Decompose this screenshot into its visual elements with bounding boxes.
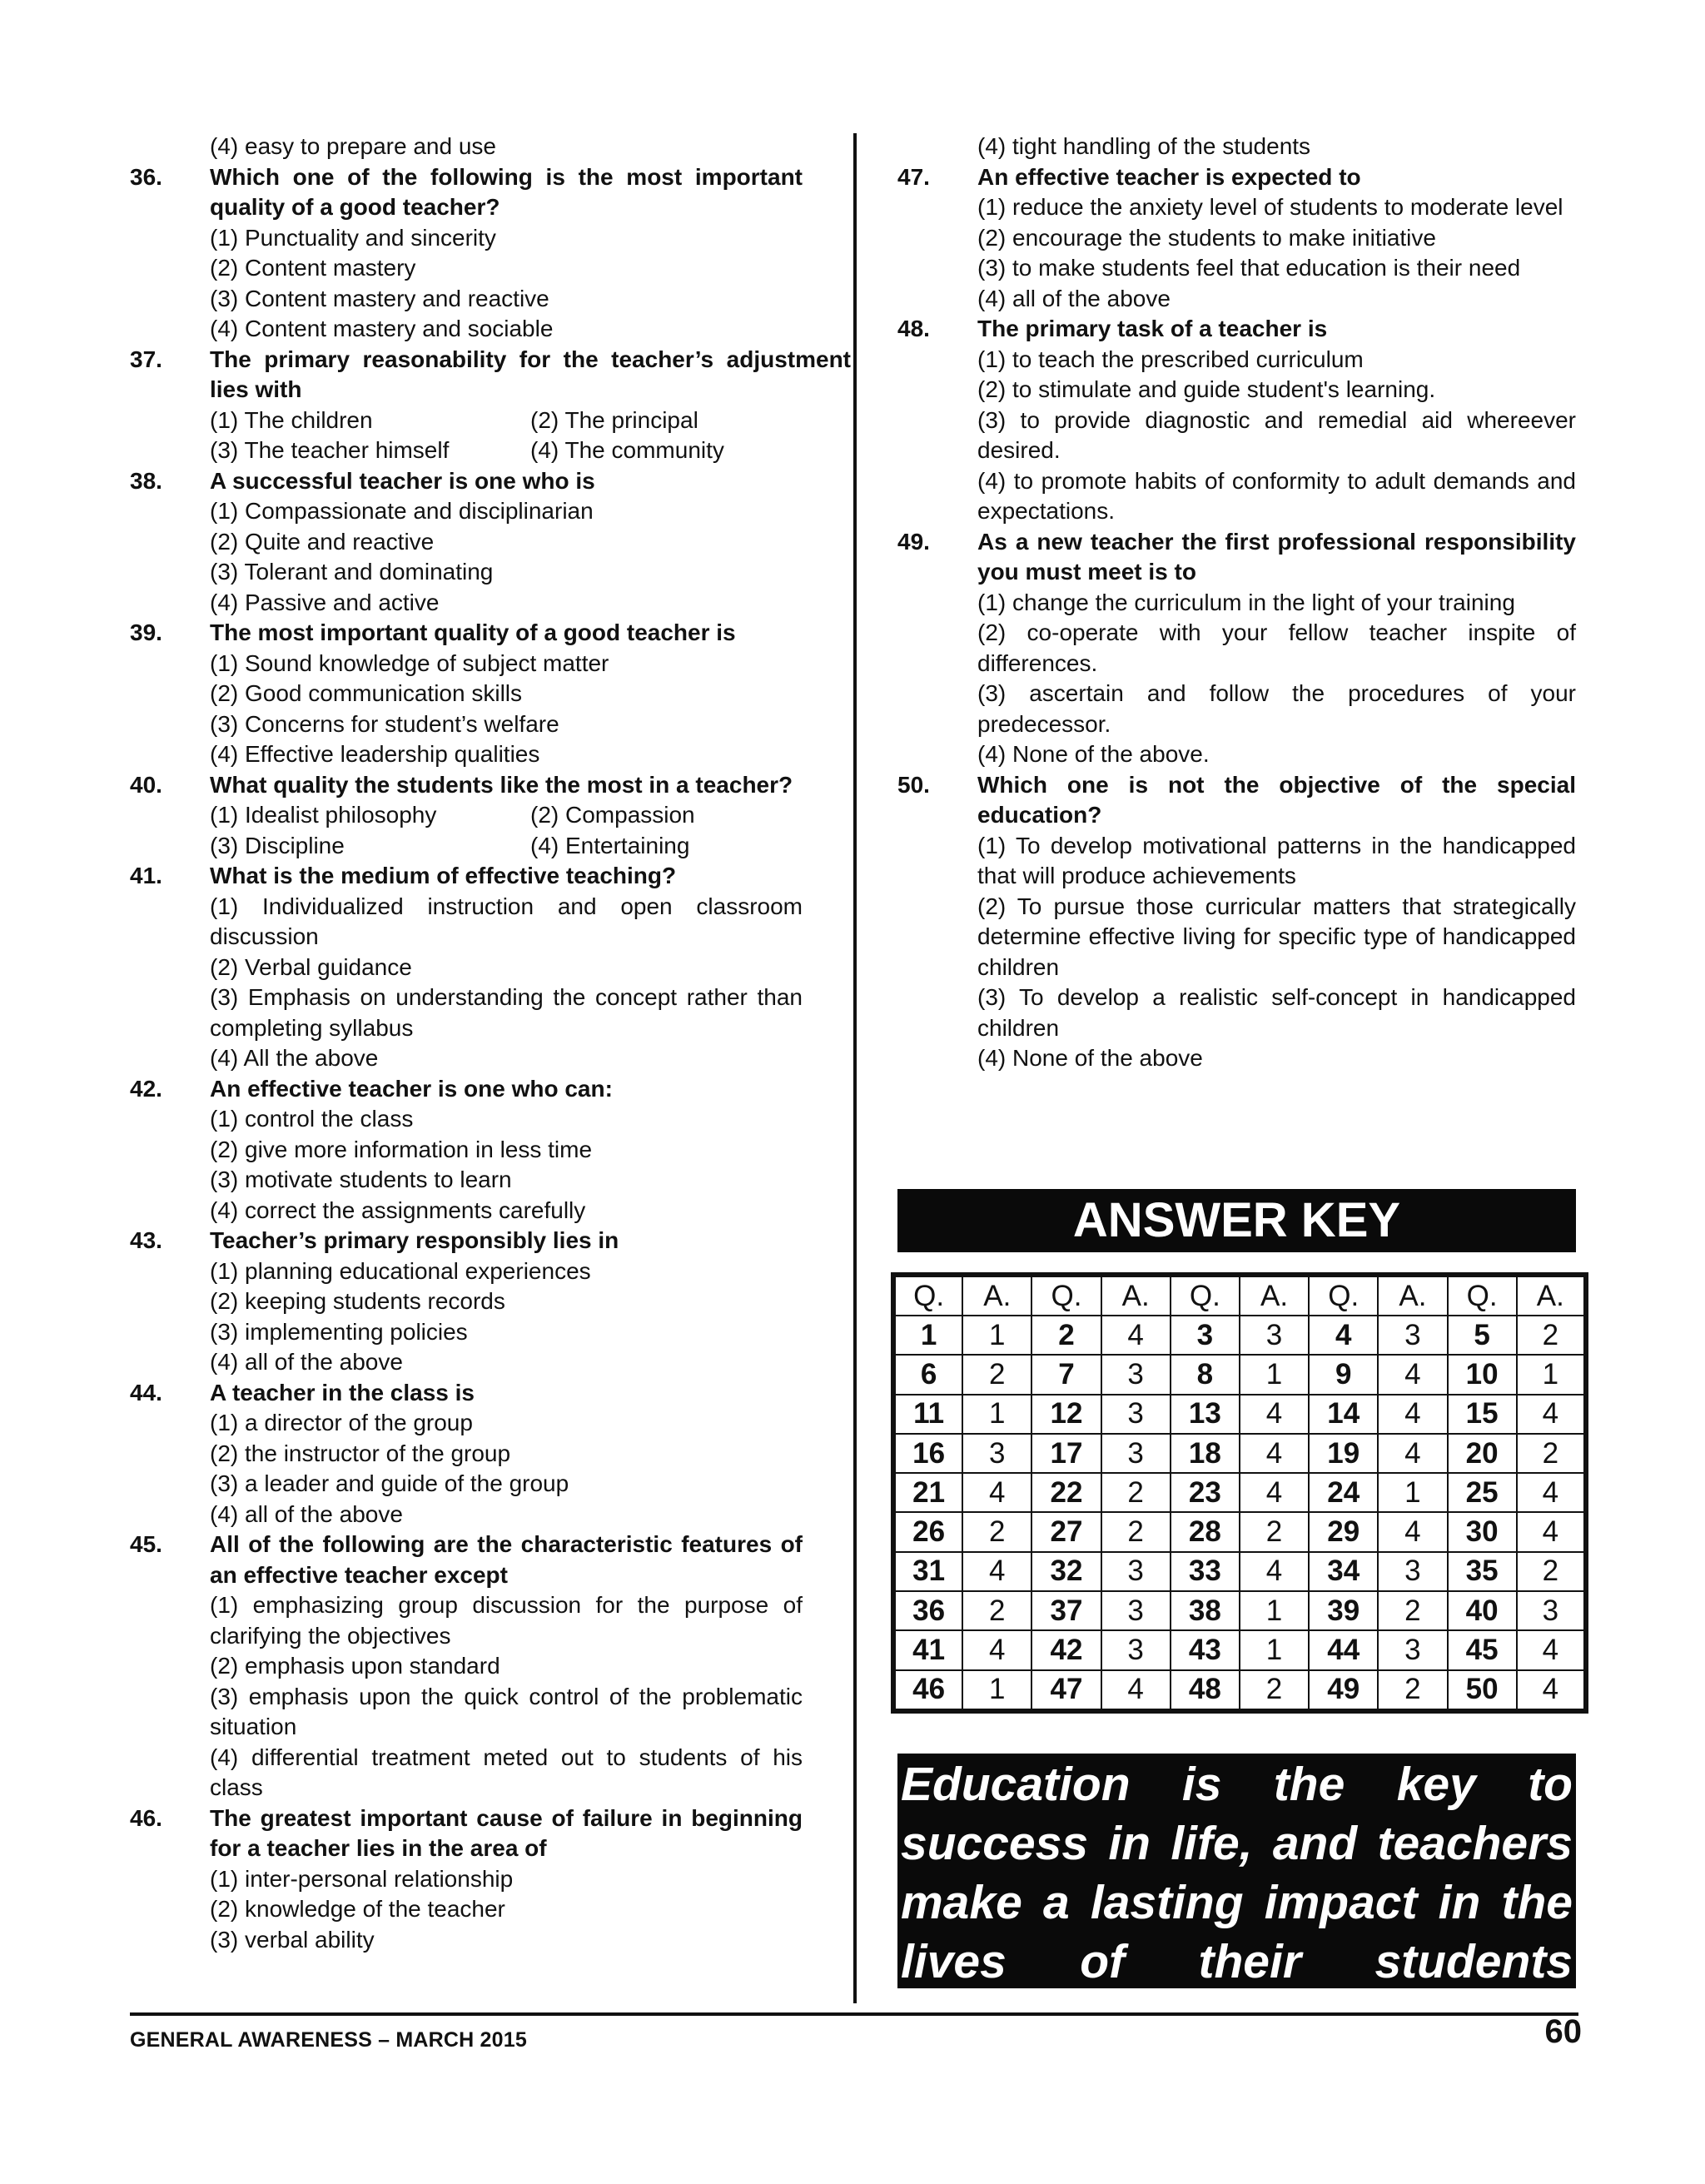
answer-key-header-row — [893, 1275, 1586, 1316]
answer-option: (1) reduce the anxiety level of students to moderate level — [977, 194, 1563, 220]
question-number: 36. — [130, 163, 162, 190]
answer-key-row — [893, 1316, 1586, 1355]
answer-option: (4) Effective leadership qualities — [210, 741, 540, 767]
answer-cell: 4 — [1517, 1395, 1586, 1434]
answer-cell: 2 — [1240, 1512, 1309, 1551]
question-number-cell: 38 — [1171, 1591, 1240, 1630]
answer-option: (2) The principal — [530, 406, 698, 433]
answer-cell: 1 — [962, 1316, 1031, 1355]
answer-key-row — [893, 1434, 1586, 1473]
answer-option: (1) control the class — [210, 1106, 414, 1132]
answer-option: (3) Tolerant and dominating — [210, 559, 494, 585]
question-number-cell: 43 — [1171, 1630, 1240, 1669]
question-number-cell: 34 — [1309, 1552, 1378, 1591]
question-body — [210, 1378, 803, 1530]
question-number-cell: 10 — [1448, 1355, 1517, 1394]
continued-option: (4) easy to prepare and use — [210, 133, 496, 159]
answer-cell: 3 — [1101, 1552, 1171, 1591]
answer-option: (4) differential treatment meted out to students of his class — [210, 1744, 803, 1800]
answer-cell: 3 — [1240, 1316, 1309, 1355]
question-number-cell: 47 — [1031, 1670, 1101, 1711]
answer-option: (3) implementing policies — [210, 1318, 468, 1345]
question-number-cell: 37 — [1031, 1591, 1101, 1630]
question-body — [210, 861, 803, 1074]
question-number-cell: 5 — [1448, 1316, 1517, 1355]
answer-cell: 2 — [1101, 1512, 1171, 1551]
question-number: 44. — [130, 1379, 162, 1405]
answer-cell: 1 — [962, 1670, 1031, 1711]
answer-option: (3) Discipline — [210, 832, 345, 858]
answer-cell: 1 — [1240, 1630, 1309, 1669]
answer-key-row — [893, 1552, 1586, 1591]
question-number-cell: 45 — [1448, 1630, 1517, 1669]
answer-cell: 4 — [1378, 1355, 1447, 1394]
answer-option: (2) give more information in less time — [210, 1136, 593, 1162]
answer-cell: 4 — [1240, 1395, 1309, 1434]
answer-option: (3) motivate students to learn — [210, 1167, 512, 1192]
question-number-cell: 12 — [1031, 1395, 1101, 1434]
question-number-cell: 44 — [1309, 1630, 1378, 1669]
question-number-cell: 18 — [1171, 1434, 1240, 1473]
question-item — [130, 861, 803, 1074]
question-text: A successful teacher is one who is — [210, 467, 595, 494]
question-number-cell: 14 — [1309, 1395, 1378, 1434]
question-text: The most important quality of a good teacher is — [210, 619, 736, 645]
answer-cell: 3 — [1378, 1630, 1447, 1669]
question-number: 47. — [897, 163, 930, 190]
question-item — [130, 1226, 803, 1378]
question-number-cell: 32 — [1031, 1552, 1101, 1591]
question-body — [977, 314, 1576, 527]
question-number: 40. — [130, 771, 162, 798]
question-number: 48. — [897, 316, 930, 341]
answer-cell: 4 — [1240, 1434, 1309, 1473]
question-column-header: Q. — [893, 1275, 962, 1316]
question-number-cell: 6 — [893, 1355, 962, 1394]
answer-option: (4) all of the above — [210, 1500, 403, 1527]
answer-option: (2) Verbal guidance — [210, 953, 412, 980]
answer-cell: 4 — [1240, 1552, 1309, 1591]
answer-cell: 3 — [1378, 1552, 1447, 1591]
answer-cell: 2 — [1240, 1670, 1309, 1711]
answer-option: (1) inter-personal relationship — [210, 1865, 514, 1892]
question-text: A teacher in the class is — [210, 1379, 475, 1405]
question-number-cell: 20 — [1448, 1434, 1517, 1473]
question-number-cell: 22 — [1031, 1473, 1101, 1512]
answer-option: (2) Content mastery — [210, 255, 416, 281]
question-text: An effective teacher is expected to — [977, 163, 1361, 190]
answer-cell: 3 — [1101, 1630, 1171, 1669]
answer-option: (1) Sound knowledge of subject matter — [210, 649, 609, 676]
question-text: The greatest important cause of failure in beginning for a teacher lies in the area of — [210, 1804, 803, 1861]
right-column — [897, 132, 1576, 1074]
footer-rule — [130, 2012, 1578, 2016]
answer-cell: 1 — [962, 1395, 1031, 1434]
answer-cell: 3 — [1378, 1316, 1447, 1355]
answer-option-pair — [210, 435, 851, 466]
answer-cell: 2 — [1101, 1473, 1171, 1512]
answer-cell: 2 — [1517, 1434, 1586, 1473]
question-number-cell: 42 — [1031, 1630, 1101, 1669]
question-number: 39. — [130, 619, 162, 645]
answer-option: (1) change the curriculum in the light of your training — [977, 589, 1515, 615]
question-number-cell: 4 — [1309, 1316, 1378, 1355]
answer-cell: 3 — [1101, 1591, 1171, 1630]
question-body — [210, 345, 851, 466]
answer-key-row — [893, 1355, 1586, 1394]
question-body — [210, 1074, 803, 1226]
answer-cell: 2 — [1517, 1316, 1586, 1355]
answer-option: (2) Compassion — [530, 802, 695, 828]
answer-cell: 4 — [1517, 1512, 1586, 1551]
question-body — [210, 770, 851, 862]
question-number-cell: 24 — [1309, 1473, 1378, 1512]
answer-option: (4) Content mastery and sociable — [210, 316, 554, 341]
question-number-cell: 1 — [893, 1316, 962, 1355]
question-item — [897, 162, 1576, 315]
question-item — [897, 314, 1576, 527]
question-number: 50. — [897, 771, 930, 798]
question-body — [210, 162, 803, 345]
answer-option: (4) all of the above — [977, 285, 1171, 311]
answer-option: (3) a leader and guide of the group — [210, 1470, 569, 1496]
answer-option: (1) a director of the group — [210, 1410, 473, 1435]
answer-option: (2) Quite and reactive — [210, 528, 435, 555]
question-body — [977, 162, 1576, 315]
answer-option: (1) planning educational experiences — [210, 1257, 591, 1284]
question-number: 45. — [130, 1531, 162, 1557]
question-item — [897, 770, 1576, 1074]
question-item — [130, 770, 803, 862]
question-list — [897, 162, 1576, 1074]
question-number-cell: 13 — [1171, 1395, 1240, 1434]
answer-option: (4) None of the above — [977, 1045, 1203, 1071]
question-number-cell: 8 — [1171, 1355, 1240, 1394]
answer-option: (1) To develop motivational patterns in the handicapped that will produce achievements — [977, 832, 1576, 888]
answer-option: (4) correct the assignments carefully — [210, 1196, 586, 1223]
question-number: 37. — [130, 346, 162, 372]
answer-option: (4) all of the above — [210, 1349, 403, 1375]
answer-option: (3) ascertain and follow the procedures of your predecessor. — [977, 680, 1576, 737]
answer-cell: 2 — [962, 1512, 1031, 1551]
answer-cell: 4 — [962, 1473, 1031, 1512]
answer-column-header: A. — [1240, 1275, 1309, 1316]
page-number: 60 — [1544, 2013, 1582, 2050]
question-body — [210, 618, 803, 770]
question-text: The primary task of a teacher is — [977, 316, 1328, 341]
answer-column-header: A. — [1378, 1275, 1447, 1316]
question-number-cell: 29 — [1309, 1512, 1378, 1551]
answer-column-header: A. — [1101, 1275, 1171, 1316]
question-number-cell: 28 — [1171, 1512, 1240, 1551]
question-number-cell: 16 — [893, 1434, 962, 1473]
answer-column-header: A. — [1517, 1275, 1586, 1316]
question-body — [977, 527, 1576, 770]
answer-cell: 2 — [962, 1355, 1031, 1394]
question-body — [210, 466, 803, 619]
question-text: All of the following are the characteristic features of an effective teacher except — [210, 1531, 803, 1588]
question-number-cell: 41 — [893, 1630, 962, 1669]
question-number-cell: 2 — [1031, 1316, 1101, 1355]
answer-option: (3) to make students feel that education is their need — [977, 255, 1521, 281]
answer-option: (3) to provide diagnostic and remedial aid whereever desired. — [977, 406, 1576, 463]
answer-cell: 3 — [1517, 1591, 1586, 1630]
question-number-cell: 31 — [893, 1552, 962, 1591]
answer-cell: 2 — [1378, 1670, 1447, 1711]
question-number-cell: 48 — [1171, 1670, 1240, 1711]
question-number-cell: 17 — [1031, 1434, 1101, 1473]
answer-cell: 1 — [1240, 1355, 1309, 1394]
answer-cell: 4 — [1378, 1512, 1447, 1551]
answer-key-row — [893, 1591, 1586, 1630]
answer-option-pair — [210, 405, 851, 436]
answer-option: (2) emphasis upon standard — [210, 1653, 500, 1679]
answer-option: (1) Idealist philosophy — [210, 802, 437, 828]
footer-title: GENERAL AWARENESS – MARCH 2015 — [130, 2028, 527, 2052]
question-number: 42. — [130, 1075, 162, 1102]
question-number: 41. — [130, 863, 162, 888]
answer-cell: 3 — [1101, 1434, 1171, 1473]
answer-option: (1) Punctuality and sincerity — [210, 224, 496, 251]
question-item — [130, 1378, 803, 1530]
answer-cell: 2 — [1517, 1552, 1586, 1591]
question-number-cell: 35 — [1448, 1552, 1517, 1591]
question-number-cell: 46 — [893, 1670, 962, 1711]
answer-cell: 4 — [1517, 1630, 1586, 1669]
left-column — [130, 132, 851, 1955]
question-number-cell: 40 — [1448, 1591, 1517, 1630]
question-number: 46. — [130, 1804, 162, 1831]
question-item — [130, 618, 803, 770]
question-item — [897, 527, 1576, 770]
question-text: As a new teacher the first professional responsibility you must meet is to — [977, 528, 1576, 585]
question-number: 43. — [130, 1227, 162, 1253]
question-body — [210, 1226, 803, 1378]
question-item — [130, 162, 803, 345]
answer-key-row — [893, 1630, 1586, 1669]
question-number-cell: 49 — [1309, 1670, 1378, 1711]
question-text: An effective teacher is one who can: — [210, 1075, 613, 1102]
question-text: What is the medium of effective teaching? — [210, 863, 677, 888]
question-item — [130, 1530, 803, 1803]
question-body — [210, 1803, 803, 1956]
quote-box: Education is the key to success in life, and teachers make a lasting impact in the lives of their students — [897, 1754, 1576, 1988]
answer-cell: 1 — [1517, 1355, 1586, 1394]
answer-option: (3) The teacher himself — [210, 437, 450, 463]
answer-option: (1) The children — [210, 406, 373, 433]
answer-option: (2) co-operate with your fellow teacher inspite of differences. — [977, 619, 1576, 676]
answer-cell: 4 — [1101, 1670, 1171, 1711]
question-column-header: Q. — [1309, 1275, 1378, 1316]
answer-cell: 4 — [1240, 1473, 1309, 1512]
question-column-header: Q. — [1448, 1275, 1517, 1316]
question-number: 38. — [130, 467, 162, 494]
answer-cell: 4 — [1101, 1316, 1171, 1355]
question-number-cell: 15 — [1448, 1395, 1517, 1434]
answer-cell: 1 — [1240, 1591, 1309, 1630]
question-column-header: Q. — [1031, 1275, 1101, 1316]
answer-option: (1) Compassionate and disciplinarian — [210, 498, 594, 524]
answer-cell: 1 — [1378, 1473, 1447, 1512]
question-text: Which one is not the objective of the special education? — [977, 771, 1576, 828]
answer-cell: 4 — [962, 1552, 1031, 1591]
question-number-cell: 23 — [1171, 1473, 1240, 1512]
question-item — [130, 345, 851, 466]
question-text: Which one of the following is the most important quality of a good teacher? — [210, 163, 803, 220]
answer-option: (2) to stimulate and guide student's learning. — [977, 376, 1436, 402]
question-number-cell: 30 — [1448, 1512, 1517, 1551]
answer-option: (1) Individualized instruction and open classroom discussion — [210, 893, 803, 949]
answer-option: (4) Entertaining — [530, 832, 690, 858]
answer-cell: 4 — [962, 1630, 1031, 1669]
question-text: The primary reasonability for the teacher’s adjustment lies with — [210, 346, 851, 402]
answer-key-row — [893, 1395, 1586, 1434]
question-number-cell: 25 — [1448, 1473, 1517, 1512]
question-number-cell: 27 — [1031, 1512, 1101, 1551]
answer-column-header: A. — [962, 1275, 1031, 1316]
question-number-cell: 33 — [1171, 1552, 1240, 1591]
question-item — [130, 1803, 803, 1956]
answer-option: (2) To pursue those curricular matters that strategically determine effective living for specific type of handicapped children — [977, 893, 1576, 980]
question-number-cell: 50 — [1448, 1670, 1517, 1711]
answer-option-pair — [210, 831, 851, 862]
answer-cell: 3 — [962, 1434, 1031, 1473]
question-item — [130, 1074, 803, 1226]
answer-cell: 4 — [1517, 1670, 1586, 1711]
answer-option: (3) Content mastery and reactive — [210, 285, 549, 311]
question-number-cell: 9 — [1309, 1355, 1378, 1394]
answer-option: (3) To develop a realistic self-concept in handicapped children — [977, 984, 1576, 1041]
answer-option: (1) to teach the prescribed curriculum — [977, 346, 1364, 372]
answer-option: (2) encourage the students to make initiative — [977, 224, 1436, 251]
question-number-cell: 11 — [893, 1395, 962, 1434]
answer-option: (3) Emphasis on understanding the concept rather than completing syllabus — [210, 984, 803, 1041]
answer-key-title: ANSWER KEY — [897, 1189, 1576, 1252]
question-list — [130, 162, 851, 1956]
question-number-cell: 39 — [1309, 1591, 1378, 1630]
answer-cell: 4 — [1517, 1473, 1586, 1512]
answer-option-pair — [210, 800, 851, 831]
answer-option: (4) All the above — [210, 1045, 379, 1071]
question-number-cell: 21 — [893, 1473, 962, 1512]
question-item — [130, 466, 803, 619]
answer-option: (2) Good communication skills — [210, 680, 523, 706]
answer-option: (4) to promote habits of conformity to adult demands and expectations. — [977, 467, 1576, 524]
question-number: 49. — [897, 528, 930, 555]
question-number-cell: 26 — [893, 1512, 962, 1551]
answer-cell: 2 — [962, 1591, 1031, 1630]
answer-option: (3) verbal ability — [210, 1926, 375, 1953]
answer-option: (3) Concerns for student’s welfare — [210, 710, 559, 737]
question-column-header: Q. — [1171, 1275, 1240, 1316]
question-number-cell: 3 — [1171, 1316, 1240, 1355]
answer-cell: 4 — [1378, 1395, 1447, 1434]
answer-option: (2) keeping students records — [210, 1288, 505, 1314]
answer-option: (1) emphasizing group discussion for the purpose of clarifying the objectives — [210, 1592, 803, 1649]
answer-key-table — [891, 1272, 1588, 1714]
answer-option: (2) the instructor of the group — [210, 1440, 511, 1466]
answer-key-row — [893, 1473, 1586, 1512]
answer-option: (4) None of the above. — [977, 741, 1210, 767]
answer-key-row — [893, 1512, 1586, 1551]
answer-cell: 2 — [1378, 1591, 1447, 1630]
answer-option: (2) knowledge of the teacher — [210, 1896, 505, 1922]
question-body — [210, 1530, 803, 1803]
question-text: Teacher’s primary responsibly lies in — [210, 1227, 619, 1253]
question-body — [977, 770, 1576, 1074]
answer-cell: 4 — [1378, 1434, 1447, 1473]
answer-key-body — [893, 1316, 1586, 1711]
answer-cell: 3 — [1101, 1355, 1171, 1394]
question-number-cell: 7 — [1031, 1355, 1101, 1394]
column-divider — [853, 133, 857, 2003]
answer-key-row — [893, 1670, 1586, 1711]
question-text: What quality the students like the most in a teacher? — [210, 771, 793, 798]
question-number-cell: 36 — [893, 1591, 962, 1630]
continued-option: (4) tight handling of the students — [977, 133, 1311, 159]
answer-option: (4) The community — [530, 437, 724, 463]
answer-cell: 3 — [1101, 1395, 1171, 1434]
answer-option: (4) Passive and active — [210, 589, 440, 615]
answer-option: (3) emphasis upon the quick control of the problematic situation — [210, 1683, 803, 1739]
question-number-cell: 19 — [1309, 1434, 1378, 1473]
